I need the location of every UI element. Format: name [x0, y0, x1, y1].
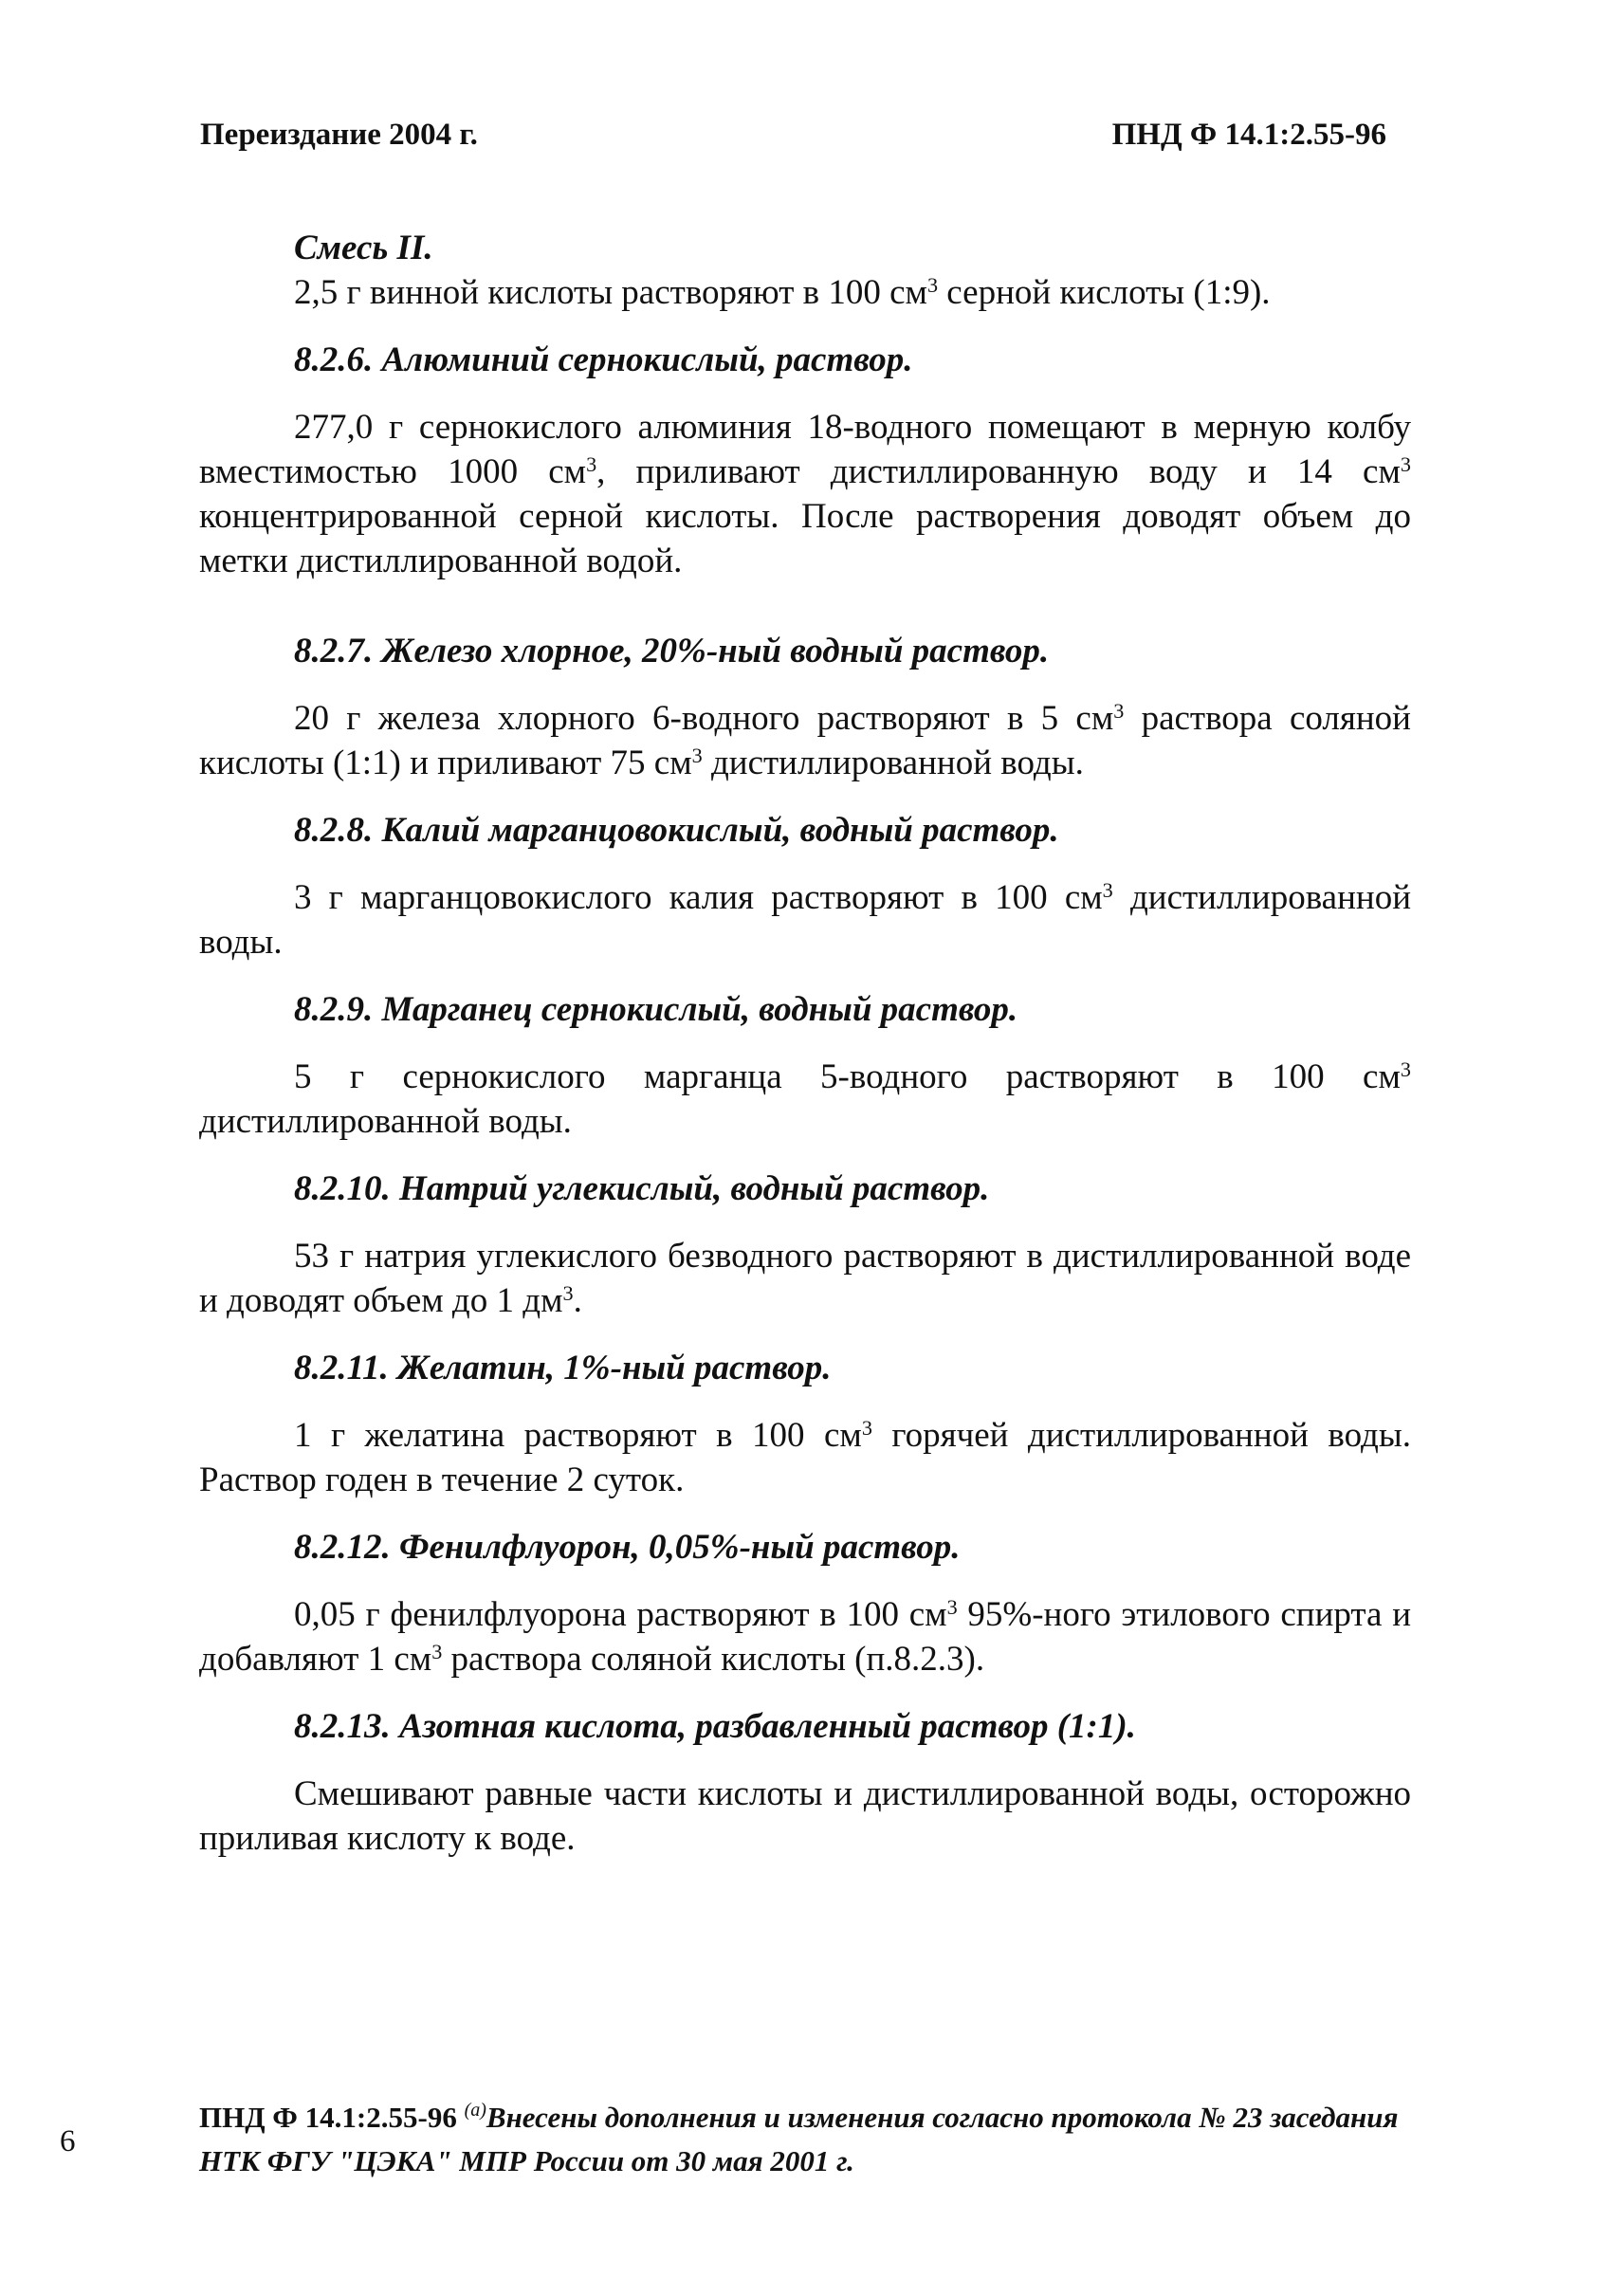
section-8-2-11-text — [199, 1413, 1411, 1502]
mix2-title: Смесь II. — [294, 229, 433, 267]
s8212-t3: раствора соляной кислоты (п.8.2.3). — [442, 1640, 985, 1679]
s8210-sup1: 3 — [562, 1280, 574, 1305]
mix2-sup: 3 — [926, 272, 939, 297]
section-8-2-12-title: 8.2.12. Фенилфлуорон, 0,05%-ный раствор. — [294, 1528, 961, 1567]
header-document-code: ПНД Ф 14.1:2.55-96 — [1111, 118, 1386, 152]
section-8-2-7-text — [199, 696, 1411, 785]
s827-sup2: 3 — [691, 743, 703, 767]
section-8-2-7-title: 8.2.7. Железо хлорное, 20%-ный водный раствор. — [294, 632, 1050, 670]
s827-t2: раствора соляной кислоты (1:1) и приливают 75 см — [199, 699, 1411, 782]
section-8-2-10-title: 8.2.10. Натрий углекислый, водный раствор. — [294, 1169, 990, 1208]
s826-sup1: 3 — [586, 451, 597, 476]
mix2-text-b: серной кислоты (1:9). — [938, 273, 1271, 312]
s826-t3: концентрированной серной кислоты. После растворения доводят объем до метки дистиллированной водой. — [199, 497, 1411, 580]
section-8-2-6-text — [199, 405, 1411, 583]
section-8-2-11-title: 8.2.11. Желатин, 1%-ный раствор. — [294, 1349, 832, 1387]
page-number: 6 — [60, 2124, 76, 2158]
section-8-2-13-text — [199, 1772, 1411, 1861]
s828-sup1: 3 — [1102, 877, 1113, 902]
section-8-2-13-title: 8.2.13. Азотная кислота, разбавленный раствор (1:1). — [294, 1707, 1136, 1746]
s8212-t1: 0,05 г фенилфлуорона растворяют в 100 см — [294, 1595, 947, 1634]
section-8-2-10-text — [199, 1234, 1411, 1323]
footer-amendment-text: Внесены дополнения и изменения согласно протокола № 23 заседания НТК ФГУ "ЦЭКА" МПР России от 30 мая 2001 г. — [199, 2101, 1399, 2177]
footer-note — [199, 2098, 1422, 2181]
s828-t1: 3 г марганцовокислого калия растворяют в 100 см — [294, 878, 1103, 917]
s829-t1: 5 г сернокислого марганца 5-водного растворяют в 100 см — [294, 1057, 1401, 1096]
section-8-2-8-title: 8.2.8. Калий марганцовокислый, водный раствор. — [294, 811, 1059, 850]
s826-t2: , приливают дистиллированную воду и 14 см — [596, 452, 1401, 491]
header-edition: Переиздание 2004 г. — [200, 118, 478, 152]
s8211-t2: горячей дистиллированной воды. Раствор годен в течение 2 суток. — [199, 1416, 1411, 1499]
s829-sup1: 3 — [1400, 1056, 1411, 1081]
s8211-t1: 1 г желатина растворяют в 100 см — [294, 1416, 862, 1455]
s8212-sup1: 3 — [946, 1594, 958, 1619]
document-body — [199, 226, 1411, 1861]
s8210-t2: . — [573, 1281, 582, 1320]
s827-sup1: 3 — [1113, 698, 1125, 723]
section-8-2-9-title: 8.2.9. Марганец сернокислый, водный раствор. — [294, 990, 1018, 1029]
s827-t3: дистиллированной воды. — [702, 744, 1084, 782]
section-8-2-8-text — [199, 875, 1411, 964]
s829-t2: дистиллированной воды. — [199, 1102, 572, 1141]
s827-t1: 20 г железа хлорного 6-водного растворяют в 5 см — [294, 699, 1114, 738]
s8212-t2: 95%-ного этилового спирта и добавляют 1 см — [199, 1595, 1411, 1679]
footer-mark: (а) — [464, 2100, 486, 2121]
s826-sup2: 3 — [1400, 451, 1411, 476]
footer-document-code: ПНД Ф 14.1:2.55-96 — [199, 2101, 457, 2134]
section-8-2-12-text — [199, 1592, 1411, 1681]
s8212-sup2: 3 — [431, 1639, 443, 1663]
section-8-2-9-text — [199, 1055, 1411, 1144]
mix2-text — [199, 270, 1411, 315]
s8213-t1: Смешивают равные части кислоты и дистиллированной воды, осторожно приливая кислоту к воде. — [199, 1774, 1411, 1858]
s8210-t1: 53 г натрия углекислого безводного растворяют в дистиллированной воде и доводят объем до 1 дм — [199, 1237, 1411, 1320]
s8211-sup1: 3 — [861, 1415, 872, 1440]
section-8-2-6-title: 8.2.6. Алюминий сернокислый, раствор. — [294, 340, 913, 379]
s828-t2: дистиллированной воды. — [199, 878, 1411, 962]
s826-t1: 277,0 г сернокислого алюминия 18-водного помещают в мерную колбу вместимостью 1000 см — [199, 408, 1411, 491]
mix2-text-a: 2,5 г винной кислоты растворяют в 100 см — [294, 273, 927, 312]
